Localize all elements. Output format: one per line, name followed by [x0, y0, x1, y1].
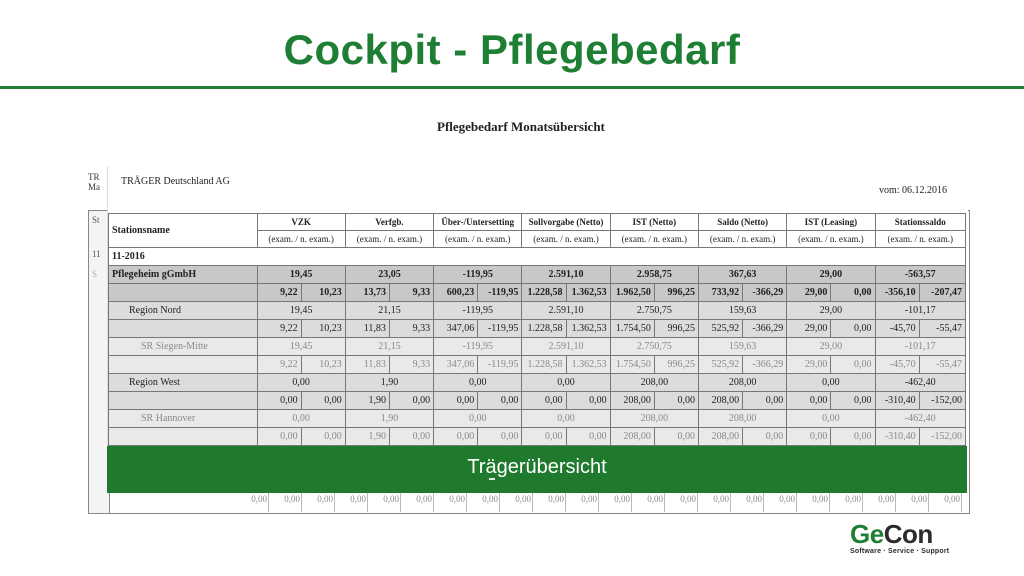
table-row	[109, 266, 966, 284]
total-cell: 2.591,10	[522, 338, 610, 356]
total-cell: 208,00	[698, 374, 786, 392]
non-exam-cell: 996,25	[654, 284, 698, 302]
exam-cell: 29,00	[787, 320, 831, 338]
non-exam-cell: 10,23	[301, 320, 345, 338]
table-row	[109, 302, 966, 320]
total-cell: 29,00	[787, 302, 875, 320]
exam-cell: 11,83	[345, 320, 389, 338]
background-footer-value: 0,00	[515, 494, 531, 504]
total-cell: 21,15	[345, 302, 433, 320]
exam-cell: 9,22	[257, 356, 301, 374]
table-row-split	[109, 320, 966, 338]
header-cell: Sollvorgabe (Netto)	[522, 214, 610, 231]
exam-cell: 208,00	[610, 392, 654, 410]
non-exam-cell: -55,47	[919, 320, 965, 338]
non-exam-cell: 1.362,53	[566, 284, 610, 302]
exam-cell: 9,22	[257, 284, 301, 302]
total-cell: -101,17	[875, 302, 965, 320]
total-cell: -563,57	[875, 266, 965, 284]
total-cell: 0,00	[434, 374, 522, 392]
non-exam-cell: 0,00	[831, 428, 875, 446]
non-exam-cell: -119,95	[478, 356, 522, 374]
non-exam-cell: -207,47	[919, 284, 965, 302]
total-cell: 21,15	[345, 338, 433, 356]
total-cell: 0,00	[787, 410, 875, 428]
exam-cell: -45,70	[875, 356, 919, 374]
background-footer-value: 0,00	[581, 494, 597, 504]
background-footer-value: 0,00	[746, 494, 762, 504]
non-exam-cell: 0,00	[831, 320, 875, 338]
header-subcell: (exam. / n. exam.)	[698, 231, 786, 248]
report-date: vom: 06.12.2016	[879, 185, 948, 196]
total-cell: 0,00	[787, 374, 875, 392]
non-exam-cell: 0,00	[478, 392, 522, 410]
exam-cell: 208,00	[698, 428, 742, 446]
background-footer-separator	[961, 490, 962, 512]
exam-cell: 13,73	[345, 284, 389, 302]
header-cell: Über-/Untersetting	[434, 214, 522, 231]
table-row	[109, 374, 966, 392]
header-cell: Verfgb.	[345, 214, 433, 231]
exam-cell: 1.754,50	[610, 320, 654, 338]
total-cell: -119,95	[434, 338, 522, 356]
total-cell: 208,00	[698, 410, 786, 428]
exam-cell: 9,22	[257, 320, 301, 338]
non-exam-cell: 9,33	[389, 320, 433, 338]
background-col-label: 11	[92, 249, 101, 259]
non-exam-cell: -119,95	[478, 320, 522, 338]
exam-cell: 0,00	[434, 428, 478, 446]
total-cell: 159,63	[698, 338, 786, 356]
total-cell: 2.750,75	[610, 338, 698, 356]
non-exam-cell: 996,25	[654, 320, 698, 338]
table-row	[109, 338, 966, 356]
period-row	[109, 248, 966, 266]
background-footer-value: 0,00	[449, 494, 465, 504]
non-exam-cell: 9,33	[389, 356, 433, 374]
non-exam-cell: 1.362,53	[566, 320, 610, 338]
exam-cell: 347,06	[434, 320, 478, 338]
header-cell-stationsname: Stationsname	[109, 214, 258, 248]
background-footer-value: 0,00	[614, 494, 630, 504]
report-title: Pflegebedarf Monatsübersicht	[437, 119, 605, 134]
exam-cell: 0,00	[257, 392, 301, 410]
non-exam-cell: -366,29	[743, 356, 787, 374]
total-cell: 1,90	[345, 374, 433, 392]
background-footer-value: 0,00	[284, 494, 300, 504]
background-col-label: St	[92, 215, 100, 225]
total-cell: -462,40	[875, 410, 965, 428]
traeger-overview-banner[interactable]: Trägerübersicht	[107, 446, 967, 493]
non-exam-cell: 0,00	[301, 428, 345, 446]
total-cell: 2.958,75	[610, 266, 698, 284]
table-row	[109, 410, 966, 428]
total-cell: -462,40	[875, 374, 965, 392]
table-row-split	[109, 392, 966, 410]
total-cell: 23,05	[345, 266, 433, 284]
total-cell: -119,95	[434, 266, 522, 284]
station-name: SR Hannover	[109, 410, 258, 428]
non-exam-cell: 0,00	[831, 356, 875, 374]
non-exam-cell: 0,00	[566, 392, 610, 410]
exam-cell: 0,00	[434, 392, 478, 410]
exam-cell: 1,90	[345, 428, 389, 446]
station-name-spacer	[109, 392, 258, 410]
exam-cell: 1.228,58	[522, 356, 566, 374]
geocon-logo	[850, 520, 960, 565]
total-cell: 19,45	[257, 266, 345, 284]
non-exam-cell: -152,00	[919, 428, 965, 446]
non-exam-cell: -366,29	[743, 284, 787, 302]
table-row-split	[109, 428, 966, 446]
total-cell: 19,45	[257, 302, 345, 320]
header-subcell: (exam. / n. exam.)	[787, 231, 875, 248]
non-exam-cell: 0,00	[743, 392, 787, 410]
header-subcell: (exam. / n. exam.)	[257, 231, 345, 248]
non-exam-cell: 0,00	[654, 392, 698, 410]
period-label: 11-2016	[109, 248, 966, 266]
station-name-spacer	[109, 320, 258, 338]
non-exam-cell: 0,00	[654, 428, 698, 446]
exam-cell: 208,00	[698, 392, 742, 410]
logo-tagline: Software · Service · Support	[850, 548, 950, 555]
total-cell: -119,95	[434, 302, 522, 320]
header-cell: IST (Leasing)	[787, 214, 875, 231]
exam-cell: 0,00	[522, 392, 566, 410]
exam-cell: -310,40	[875, 428, 919, 446]
station-name: Region West	[109, 374, 258, 392]
exam-cell: 600,23	[434, 284, 478, 302]
non-exam-cell: 996,25	[654, 356, 698, 374]
non-exam-cell: -55,47	[919, 356, 965, 374]
background-footer-value: 0,00	[647, 494, 663, 504]
background-footer-value: 0,00	[911, 494, 927, 504]
report-table	[108, 213, 966, 446]
non-exam-cell: 1.362,53	[566, 356, 610, 374]
header-subcell: (exam. / n. exam.)	[522, 231, 610, 248]
slide-title: Cockpit - Pflegebedarf	[283, 26, 741, 73]
background-footer-value: 0,00	[548, 494, 564, 504]
background-footer-row	[235, 494, 968, 510]
total-cell: 29,00	[787, 266, 875, 284]
non-exam-cell: 10,23	[301, 284, 345, 302]
header-subcell: (exam. / n. exam.)	[434, 231, 522, 248]
non-exam-cell: -119,95	[478, 284, 522, 302]
background-footer-value: 0,00	[416, 494, 432, 504]
station-name-spacer	[109, 284, 258, 302]
header-cell: VZK	[257, 214, 345, 231]
logo-wordmark	[850, 520, 960, 548]
total-cell: 2.591,10	[522, 266, 610, 284]
background-report-header	[88, 172, 100, 192]
non-exam-cell: 0,00	[478, 428, 522, 446]
background-footer-value: 0,00	[878, 494, 894, 504]
header-subcell: (exam. / n. exam.)	[610, 231, 698, 248]
exam-cell: 1.962,50	[610, 284, 654, 302]
banner-underline-mark	[489, 478, 495, 480]
total-cell: 0,00	[257, 410, 345, 428]
non-exam-cell: 0,00	[301, 392, 345, 410]
non-exam-cell: 10,23	[301, 356, 345, 374]
background-footer-value: 0,00	[383, 494, 399, 504]
station-name: Region Nord	[109, 302, 258, 320]
exam-cell: 1,90	[345, 392, 389, 410]
exam-cell: 347,06	[434, 356, 478, 374]
total-cell: 0,00	[257, 374, 345, 392]
non-exam-cell: -152,00	[919, 392, 965, 410]
non-exam-cell: 0,00	[389, 392, 433, 410]
exam-cell: 0,00	[787, 392, 831, 410]
exam-cell: 0,00	[257, 428, 301, 446]
total-cell: 1,90	[345, 410, 433, 428]
background-footer-value: 0,00	[680, 494, 696, 504]
exam-cell: 208,00	[610, 428, 654, 446]
exam-cell: 11,83	[345, 356, 389, 374]
station-name-spacer	[109, 356, 258, 374]
exam-cell: 1.228,58	[522, 320, 566, 338]
non-exam-cell: 0,00	[831, 392, 875, 410]
logo-part-ge: Ge	[850, 519, 884, 549]
total-cell: 0,00	[522, 410, 610, 428]
total-cell: 208,00	[610, 374, 698, 392]
exam-cell: 1.228,58	[522, 284, 566, 302]
background-footer-value: 0,00	[845, 494, 861, 504]
background-footer-value: 0,00	[251, 494, 267, 504]
exam-cell: 0,00	[522, 428, 566, 446]
exam-cell: 29,00	[787, 356, 831, 374]
exam-cell: 0,00	[787, 428, 831, 446]
total-cell: -101,17	[875, 338, 965, 356]
background-text: TR	[88, 172, 100, 182]
background-footer-value: 0,00	[944, 494, 960, 504]
total-cell: 19,45	[257, 338, 345, 356]
header-subcell: (exam. / n. exam.)	[875, 231, 965, 248]
header-cell: IST (Netto)	[610, 214, 698, 231]
exam-cell: 1.754,50	[610, 356, 654, 374]
background-footer-value: 0,00	[713, 494, 729, 504]
background-footer-value: 0,00	[812, 494, 828, 504]
total-cell: 29,00	[787, 338, 875, 356]
table-row-split	[109, 284, 966, 302]
exam-cell: 29,00	[787, 284, 831, 302]
background-footer-value: 0,00	[317, 494, 333, 504]
exam-cell: 525,92	[698, 356, 742, 374]
station-name: Pflegeheim gGmbH	[109, 266, 258, 284]
exam-cell: 525,92	[698, 320, 742, 338]
exam-cell: -310,40	[875, 392, 919, 410]
non-exam-cell: 0,00	[389, 428, 433, 446]
table-header-row	[109, 214, 966, 231]
total-cell: 2.591,10	[522, 302, 610, 320]
non-exam-cell: 9,33	[389, 284, 433, 302]
logo-part-con: Con	[883, 519, 933, 549]
total-cell: 0,00	[522, 374, 610, 392]
non-exam-cell: 0,00	[566, 428, 610, 446]
exam-cell: 733,92	[698, 284, 742, 302]
background-footer-value: 0,00	[482, 494, 498, 504]
header-subcell: (exam. / n. exam.)	[345, 231, 433, 248]
total-cell: 0,00	[434, 410, 522, 428]
background-text: Ma	[88, 182, 100, 192]
header-cell: Saldo (Netto)	[698, 214, 786, 231]
company-name: TRÄGER Deutschland AG	[121, 176, 230, 187]
title-divider	[0, 86, 1024, 89]
exam-cell: -356,10	[875, 284, 919, 302]
total-cell: 367,63	[698, 266, 786, 284]
table-row-split	[109, 356, 966, 374]
background-footer-value: 0,00	[350, 494, 366, 504]
total-cell: 159,63	[698, 302, 786, 320]
non-exam-cell: -366,29	[743, 320, 787, 338]
header-cell: Stationssaldo	[875, 214, 965, 231]
non-exam-cell: 0,00	[831, 284, 875, 302]
background-footer-value: 0,00	[779, 494, 795, 504]
station-name: SR Siegen-Mitte	[109, 338, 258, 356]
total-cell: 208,00	[610, 410, 698, 428]
total-cell: 2.750,75	[610, 302, 698, 320]
background-col-label: S	[92, 269, 98, 279]
station-name-spacer	[109, 428, 258, 446]
non-exam-cell: 0,00	[743, 428, 787, 446]
exam-cell: -45,70	[875, 320, 919, 338]
